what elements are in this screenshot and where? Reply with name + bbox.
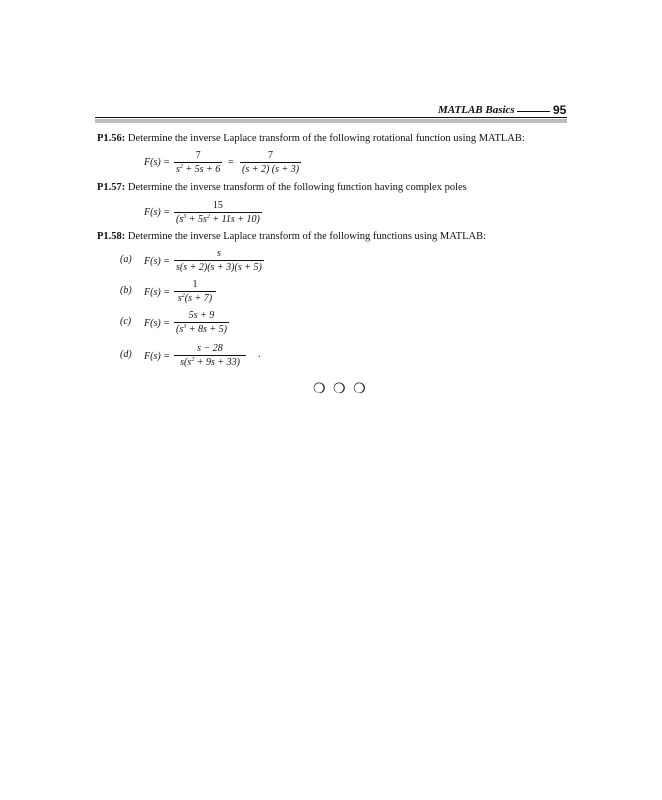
equation-lhs: F(s) =	[144, 256, 170, 267]
fraction-d	[174, 343, 246, 368]
numerator: 7	[195, 150, 201, 161]
end-ornament: ❍ ❍ ❍	[313, 382, 368, 397]
equation-lhs: F(s) =	[144, 157, 170, 168]
item-label-c: (c)	[120, 316, 132, 327]
item-label-d: (d)	[120, 349, 132, 360]
page-number: 95	[553, 103, 567, 117]
denominator: $s(s^2 + 9s + 33)$	[180, 357, 240, 368]
header-rule-thick	[95, 119, 567, 123]
problem-p157	[97, 182, 467, 193]
equation-lhs: F(s) =	[144, 207, 170, 218]
denominator: (s + 2) (s + 3)	[242, 164, 300, 175]
numerator: 15	[212, 200, 223, 211]
problem-p158	[97, 231, 486, 242]
denominator: s(s + 2)(s + 3)(s + 5)	[176, 262, 262, 273]
problem-text: Determine the inverse Laplace transform of the following functions using MATLAB:	[127, 231, 486, 242]
fraction-b	[174, 279, 216, 304]
fraction-1	[174, 150, 222, 175]
header-dash	[517, 111, 550, 112]
denominator: $(s^3 + 5s^2 + 11s + 10)$	[176, 214, 260, 225]
numerator: 1	[192, 279, 198, 290]
problem-label: P1.57:	[97, 182, 126, 193]
problem-label: P1.56:	[97, 133, 126, 144]
denominator: $(s^3 + 8s + 5)$	[176, 324, 227, 335]
item-label-b: (b)	[120, 285, 132, 296]
denominator: $s^2 + 5s + 6$	[176, 164, 221, 175]
equals-sign: =	[228, 157, 234, 168]
numerator: s	[216, 248, 221, 259]
trailing-period: .	[258, 349, 261, 360]
fraction-2	[240, 150, 301, 175]
fraction	[174, 200, 262, 225]
item-label-a: (a)	[120, 254, 132, 265]
header-rule-thin	[95, 117, 567, 118]
running-header-title: MATLAB Basics	[438, 104, 515, 116]
numerator: 7	[268, 150, 274, 161]
fraction-c	[174, 310, 229, 335]
problem-text: Determine the inverse Laplace transform of the following rotational function using MATLAB:	[127, 133, 525, 144]
equation-lhs: F(s) =	[144, 318, 170, 329]
problem-p156	[97, 133, 525, 144]
numerator: 5s + 9	[188, 310, 215, 321]
equation-lhs: F(s) =	[144, 351, 170, 362]
equation-lhs: F(s) =	[144, 287, 170, 298]
problem-text: Determine the inverse transform of the following function having complex poles	[127, 182, 467, 193]
problem-label: P1.58:	[97, 231, 126, 242]
numerator: s − 28	[197, 343, 223, 354]
fraction-a	[174, 248, 264, 273]
denominator: $s^2(s + 7)$	[177, 293, 213, 304]
